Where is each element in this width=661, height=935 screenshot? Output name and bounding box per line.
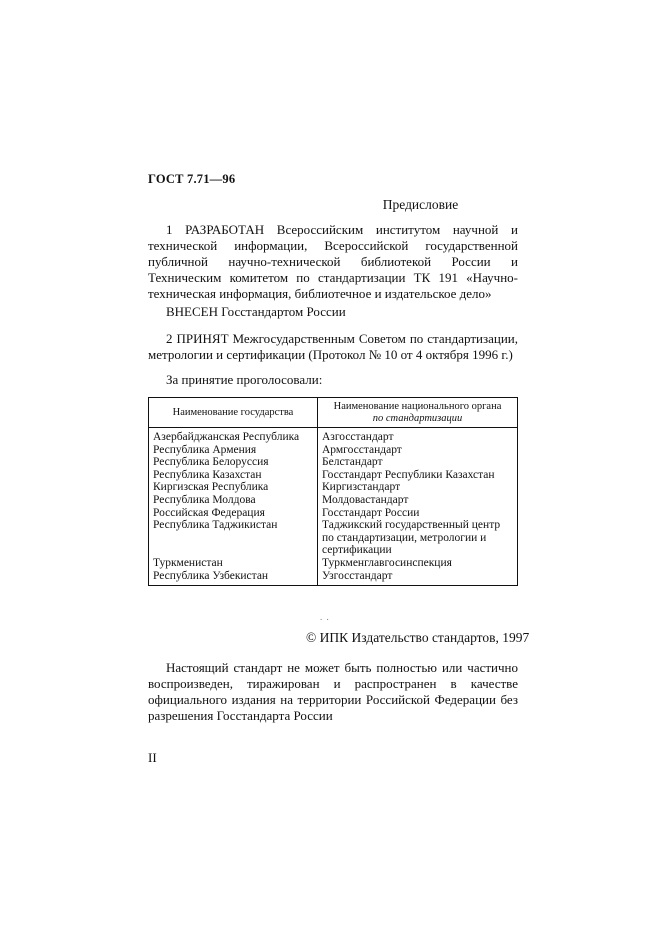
state-cell: Республика Таджикистан bbox=[149, 519, 318, 557]
body-cell: Молдовастандарт bbox=[318, 494, 518, 507]
standard-designation: ГОСТ 7.71—96 bbox=[148, 172, 236, 186]
voted-intro-text: За принятие проголосовали: bbox=[166, 372, 323, 387]
foreword-title: Предисловие bbox=[382, 197, 459, 212]
body-cell: Узгосстандарт bbox=[318, 570, 518, 586]
voting-states-table bbox=[148, 397, 518, 586]
body-cell: Госстандарт России bbox=[318, 507, 518, 520]
copyright-line: © ИПК Издательство стандартов, 1997 bbox=[306, 630, 530, 645]
table-row bbox=[149, 444, 518, 457]
body-cell: Азгосстандарт bbox=[318, 428, 518, 444]
voted-intro-paragraph bbox=[148, 372, 518, 388]
body-cell: Таджикский государственный центр по стандартизации, метрологии и сертификации bbox=[318, 519, 518, 557]
body-column-header-line1: Наименование национального органа bbox=[333, 401, 502, 412]
table-row bbox=[149, 428, 518, 444]
table-row bbox=[149, 456, 518, 469]
state-cell: Российская Федерация bbox=[149, 507, 318, 520]
body-cell: Армгосстандарт bbox=[318, 444, 518, 457]
table-row bbox=[149, 557, 518, 570]
state-cell: Республика Узбекистан bbox=[149, 570, 318, 586]
state-cell: Туркменистан bbox=[149, 557, 318, 570]
reproduction-notice-text: Настоящий стандарт не может быть полностью или частично воспроизведен, тиражирован и распространен в качестве официального издания на территории Российской Федерации без разрешения Госстандарта России bbox=[148, 660, 518, 723]
body-cell: Госстандарт Республики Казахстан bbox=[318, 469, 518, 482]
table-row bbox=[149, 494, 518, 507]
state-column-header: Наименование государства bbox=[149, 398, 318, 428]
state-cell: Республика Молдова bbox=[149, 494, 318, 507]
table-header-row bbox=[149, 398, 518, 428]
reproduction-notice bbox=[148, 660, 518, 724]
developed-paragraph bbox=[148, 222, 518, 302]
adopted-text: 2 ПРИНЯТ Межгосударственным Советом по стандартизации, метрологии и сертификации (Протокол № 10 от 4 октября 1996 г.) bbox=[148, 331, 518, 362]
body-cell: Киргизстандарт bbox=[318, 481, 518, 494]
table-row bbox=[149, 519, 518, 557]
table-row bbox=[149, 570, 518, 586]
introduced-paragraph bbox=[148, 304, 518, 320]
body-column-header-line2: по стандартизации bbox=[372, 412, 463, 424]
table-row bbox=[149, 469, 518, 482]
table-row bbox=[149, 507, 518, 520]
state-cell: Азербайджанская Республика bbox=[149, 428, 318, 444]
introduced-text: ВНЕСЕН Госстандартом России bbox=[166, 304, 346, 319]
scan-dots: . . bbox=[320, 612, 330, 622]
state-cell: Республика Белоруссия bbox=[149, 456, 318, 469]
body-cell: Белстандарт bbox=[318, 456, 518, 469]
page-number: II bbox=[148, 750, 157, 765]
state-cell: Республика Армения bbox=[149, 444, 318, 457]
table-row bbox=[149, 481, 518, 494]
developed-text: 1 РАЗРАБОТАН Всероссийским институтом научной и технической информации, Всероссийской государственной публичной научно-технической библиотекой России и Техническим комитетом по стандартизации ТК 191 «Научно-техническая информация, библиотечное и издательское дело» bbox=[148, 222, 518, 301]
body-column-header bbox=[318, 398, 518, 428]
body-cell: Туркменглавгосинспекция bbox=[318, 557, 518, 570]
state-cell: Республика Казахстан bbox=[149, 469, 318, 482]
state-cell: Киргизская Республика bbox=[149, 481, 318, 494]
adopted-paragraph bbox=[148, 331, 518, 363]
